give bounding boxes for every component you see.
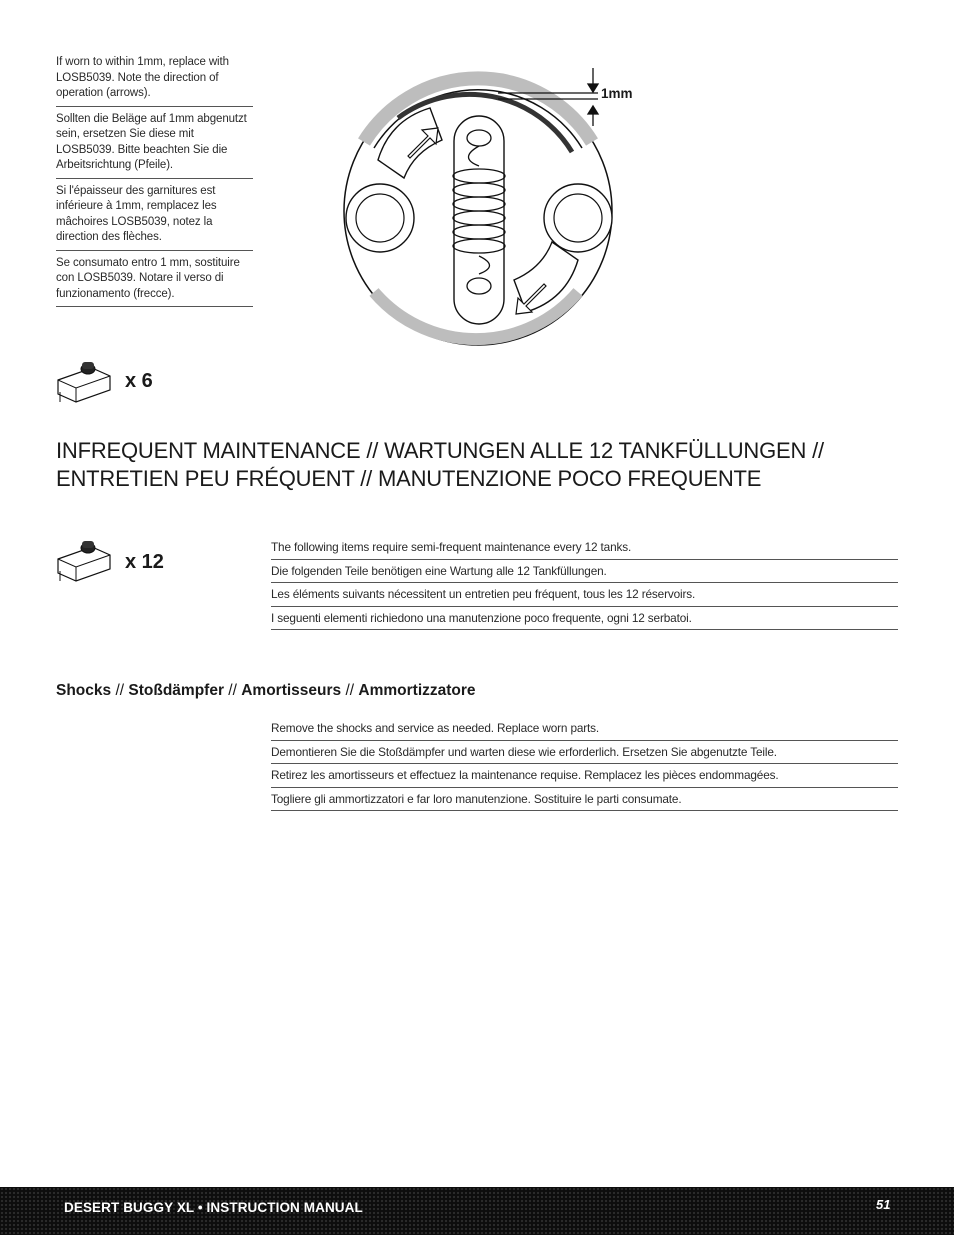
shocks-heading-it: Ammortizzatore	[358, 682, 476, 699]
shocks-heading-de: Stoßdämpfer	[128, 682, 224, 699]
wear-note-it: Se consumato entro 1 mm, sostituire con LOSB5039. Notare il verso di funzionamento (frecce).	[56, 251, 253, 308]
shocks-heading-en: Shocks	[56, 682, 112, 699]
wear-note-block	[56, 53, 253, 307]
shocks-table	[271, 717, 898, 811]
dimension-label: 1mm	[601, 86, 633, 101]
footer-title: DESERT BUGGY XL • INSTRUCTION MANUAL	[64, 1200, 363, 1215]
section-title	[56, 437, 916, 493]
section-title-line-1: INFREQUENT MAINTENANCE // WARTUNGEN ALLE 12 TANKFÜLLUNGEN //	[56, 438, 824, 463]
shocks-heading	[56, 682, 476, 700]
intro-row-de: Die folgenden Teile benötigen eine Wartung alle 12 Tankfüllungen.	[271, 560, 898, 584]
fuel-tank-icon	[52, 358, 116, 404]
section-title-line-2: ENTRETIEN PEU FRÉQUENT // MANUTENZIONE POCO FREQUENTE	[56, 466, 762, 491]
intro-row-it: I seguenti elementi richiedono una manutenzione poco frequente, ogni 12 serbatoi.	[271, 607, 898, 631]
intro-row-en: The following items require semi-frequent maintenance every 12 tanks.	[271, 536, 898, 560]
shocks-heading-fr: Amortisseurs	[241, 682, 342, 699]
clutch-diagram	[330, 60, 630, 360]
page-number: 51	[876, 1197, 891, 1212]
shocks-row-de: Demontieren Sie die Stoßdämpfer und warten diese wie erforderlich. Ersetzen Sie abgenutzte Teile.	[271, 741, 898, 765]
intro-row-fr: Les éléments suivants nécessitent un entretien peu fréquent, tous les 12 réservoirs.	[271, 583, 898, 607]
shocks-row-it: Togliere gli ammortizzatori e far loro manutenzione. Sostituire le parti consumate.	[271, 788, 898, 812]
shocks-row-en: Remove the shocks and service as needed. Replace worn parts.	[271, 717, 898, 741]
fuel-tank-icon	[52, 537, 116, 583]
heading-separator: //	[115, 682, 125, 699]
tank-count-label: x 6	[125, 370, 153, 392]
wear-note-fr: Si l'épaisseur des garnitures est inférieure à 1mm, remplacez les mâchoires LOSB5039, notez la direction des flèches.	[56, 179, 253, 251]
heading-separator: //	[228, 682, 237, 699]
intro-table	[271, 536, 898, 630]
wear-note-de: Sollten die Beläge auf 1mm abgenutzt sein, ersetzen Sie diese mit LOSB5039. Bitte beachten Sie die Arbeitsrichtung (Pfeile).	[56, 107, 253, 179]
shocks-row-fr: Retirez les amortisseurs et effectuez la maintenance requise. Remplacez les pièces endommagées.	[271, 764, 898, 788]
wear-note-en: If worn to within 1mm, replace with LOSB5039. Note the direction of operation (arrows).	[56, 53, 253, 107]
heading-separator: //	[345, 682, 355, 699]
tank-count-label: x 12	[125, 551, 164, 573]
